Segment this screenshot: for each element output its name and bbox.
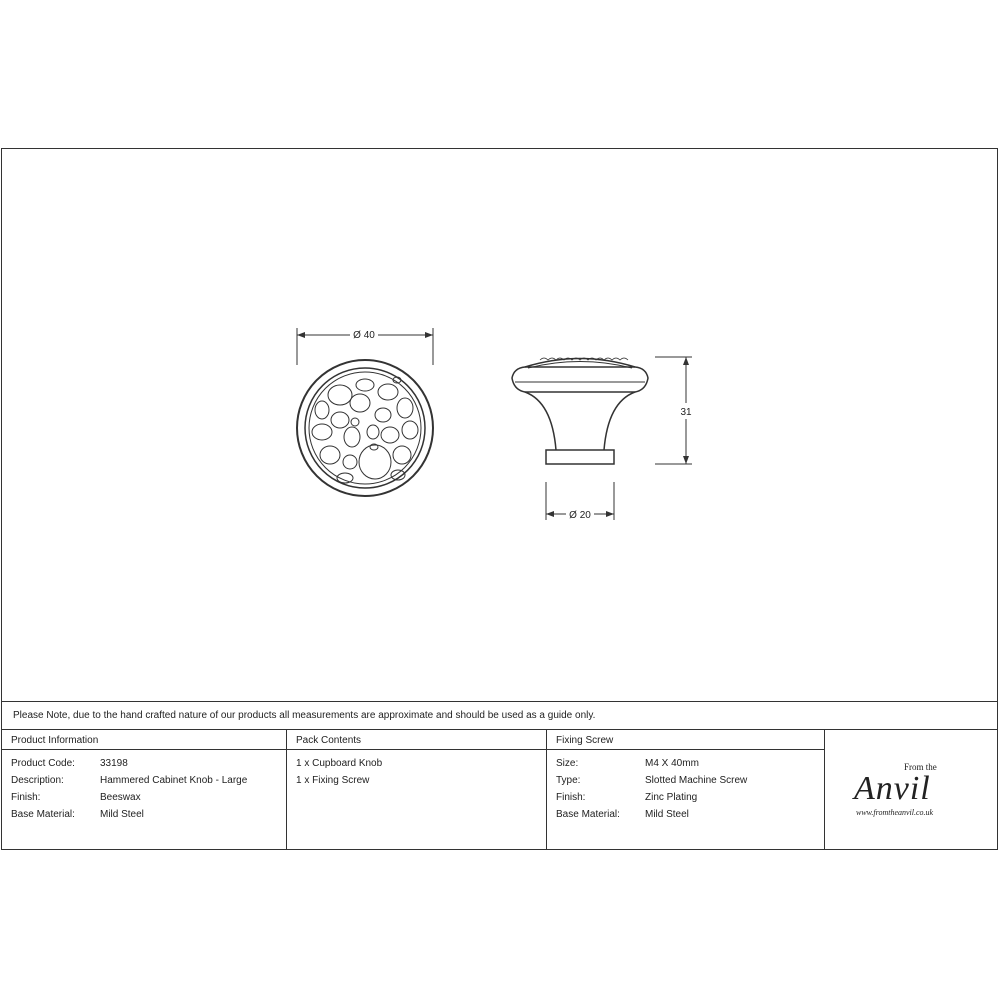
front-view [297, 328, 433, 496]
knob-face [309, 372, 421, 484]
logo-brand-text: Anvil [854, 770, 931, 807]
knob-neck-left [525, 392, 556, 450]
note-row [1, 701, 998, 730]
hammered-pattern [312, 377, 418, 483]
column-divider [546, 730, 547, 850]
pack-item: 1 x Cupboard Knob [296, 758, 383, 769]
knob-neck-right [604, 392, 635, 450]
logo-url-text: www.fromtheanvil.co.uk [856, 808, 934, 817]
product-information-header: Product Information [11, 735, 99, 746]
front-diameter-label: Ø 40 [353, 330, 375, 341]
anvil-logo [824, 730, 998, 850]
measurement-note: Please Note, due to the hand crafted nature of our products all measurements are approximate and should be used as a guide only. [13, 710, 596, 721]
pack-contents-section [286, 730, 546, 850]
side-height-label: 31 [680, 407, 692, 418]
column-divider [286, 730, 287, 850]
fixing-screw-header: Fixing Screw [556, 735, 614, 746]
pack-contents-header: Pack Contents [296, 735, 362, 746]
knob-inner-ring [305, 368, 425, 488]
fixing-screw-section: Fixing Screw Size: M4 X 40mm Type: Slotted Machine Screw Finish: Zinc Plating Base Material: Mild Steel [546, 730, 824, 850]
knob-base [546, 450, 614, 464]
logo-from-text: From the [904, 762, 937, 772]
base-diameter-label: Ø 20 [569, 510, 591, 521]
pack-item: 1 x Fixing Screw [296, 775, 370, 786]
side-view [512, 357, 692, 520]
product-information-section: Product Information Product Code: 33198 Description: Hammered Cabinet Knob - Large Finish: Beeswax Base Material: Mild Steel [1, 730, 286, 850]
knob-cap [512, 367, 648, 392]
